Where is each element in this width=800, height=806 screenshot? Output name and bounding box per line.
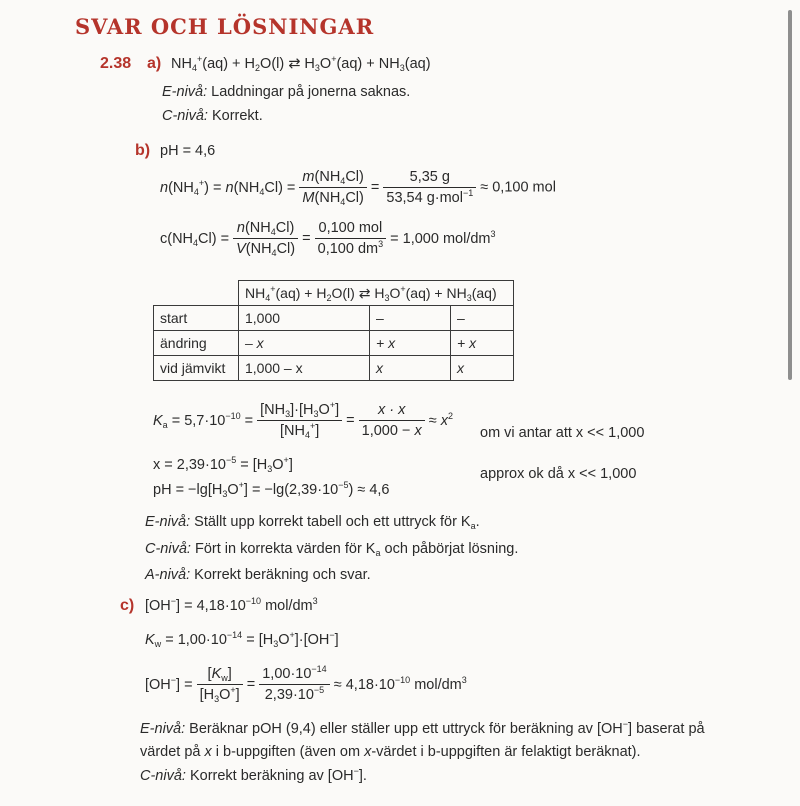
part-b-grade-c: C-nivå: Fört in korrekta värden för $K_a$ och påbörjat lösning. bbox=[145, 541, 519, 558]
part-c-grade-e: E-nivå: Beräknar pOH (9,4) eller ställer upp ett uttryck för beräkning av [OH−] baserat på bbox=[140, 719, 705, 737]
part-c-grade-c: C-nivå: Korrekt beräkning av [OH−]. bbox=[140, 766, 367, 784]
section-title: SVAR OCH LÖSNINGAR bbox=[75, 14, 375, 39]
table-row: start 1,000 – – bbox=[154, 306, 514, 331]
x-value: $x = 2,39\cdot 10^{-5} = [H_3O^+]$ bbox=[153, 455, 293, 474]
table-row: ändring – x + x + x bbox=[154, 331, 514, 356]
table-reaction-header: $NH_4^+(aq) + H_2O(l)$ ⇄ $H_3O^+(aq) + NH_3(aq)$ bbox=[239, 281, 514, 306]
oh-calculation: [OH−] = $\frac{[K_w]}{[H_3O^+]}$ = $\frac{1,00\cdot 10^{-14}}{2,39\cdot 10^{-5}}$ ≈ $4,18\cdot 10^{-10}$ mol/$dm^3$ bbox=[145, 664, 467, 704]
part-b-grade-a: A-nivå: Korrekt beräkning och svar. bbox=[145, 567, 371, 583]
kw-equation: $K_w = 1,00\cdot 10^{-14} = [H_3O^+]\cdot[OH^-]$ bbox=[145, 630, 339, 649]
approx-note: approx ok då x << 1,000 bbox=[480, 466, 637, 482]
moles-equation: $n(NH_4^+) = n(NH_4Cl)$ = $\frac{m(NH_4Cl)}{M(NH_4Cl)}$ = $\frac{5,35 g}{53,54 g\cdot mol^{-1}}$ ≈ 0,100 mol bbox=[160, 169, 556, 207]
part-a-grade-e: E-nivå: Laddningar på jonerna saknas. bbox=[162, 84, 411, 100]
question-number: 2.38 bbox=[100, 55, 132, 72]
ph-result: pH = $-\lg[H_3O^+] = -\lg(2,39\cdot 10^{-5}) \approx 4,6$ bbox=[153, 480, 390, 499]
part-c-letter: c) bbox=[120, 597, 135, 614]
part-a-grade-c: C-nivå: Korrekt. bbox=[162, 108, 263, 124]
concentration-equation: $c(NH_4Cl)$ = $\frac{n(NH_4Cl)}{V(NH_4Cl)}$ = $\frac{\text{0,100 mol}}{0,100 dm^3}$ = 1,000 mol/$dm^3$ bbox=[160, 220, 496, 258]
part-c-grade-e-cont: värdet på x i b-uppgiften (även om x-värdet i b-uppgiften är felaktigt beräknat). bbox=[140, 744, 641, 760]
oh-given: $[OH^-] = 4,18\cdot 10^{-10}$ mol/$dm^3$ bbox=[145, 596, 318, 614]
part-a-reaction: $NH_4^+(aq) + H_2O(l)$ ⇄ $H_3O^+(aq) + NH_3(aq)$ bbox=[171, 54, 431, 73]
part-b-ph-given: pH = 4,6 bbox=[160, 143, 216, 159]
part-b-letter: b) bbox=[135, 142, 151, 159]
part-b-grade-e: E-nivå: Ställt upp korrekt tabell och ett uttryck för $K_a$. bbox=[145, 514, 480, 531]
assumption-note: om vi antar att x << 1,000 bbox=[480, 425, 645, 441]
equilibrium-table bbox=[153, 280, 514, 381]
part-a-letter: a) bbox=[147, 55, 162, 72]
table-row: vid jämvikt 1,000 – x x x bbox=[154, 356, 514, 381]
ka-equation: $K_a = 5,7\cdot 10^{-10}$ = $\frac{[NH_3]\cdot[H_3O^+]}{[NH_4^+]}$ = $\frac{x \cdot x}{1,000 - x}$ ≈ $x^2$ bbox=[153, 400, 453, 440]
page-edge-shadow bbox=[788, 10, 792, 380]
